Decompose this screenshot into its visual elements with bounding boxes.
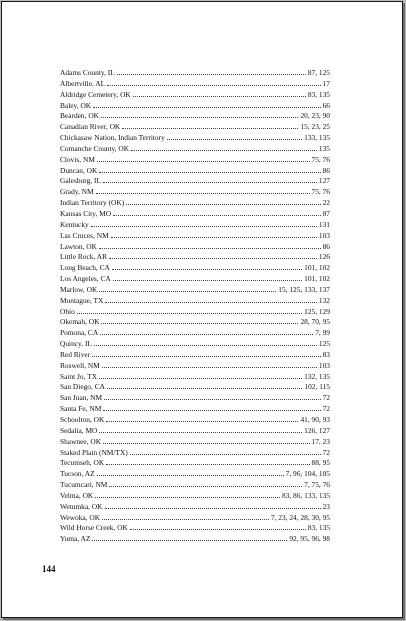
index-entry-pages: 101, 102 xyxy=(304,274,330,284)
index-entry-place: Long Beach, CA xyxy=(60,263,110,273)
index-entry-place: Lawton, OK xyxy=(60,241,97,251)
dot-leader xyxy=(99,291,276,292)
dot-leader xyxy=(107,85,320,86)
index-entry-pages: 86 xyxy=(322,241,330,251)
index-entry-pages: 126, 127 xyxy=(304,425,330,435)
index-entry-place: Kansas City, MO xyxy=(60,208,112,218)
index-entry xyxy=(60,209,330,220)
index-entry-place: Aldridge Cemetery, OK xyxy=(60,89,131,99)
dot-leader xyxy=(94,345,317,346)
index-entry xyxy=(60,122,330,133)
index-entry-place: Adams County, IL xyxy=(60,68,115,77)
index-entry-place: Marlow, OK xyxy=(60,284,98,294)
index-entry-pages: 22 xyxy=(322,198,330,208)
index-entry xyxy=(60,144,330,155)
index-entry-place: Wild Horse Creek, OK xyxy=(60,523,128,533)
dot-leader xyxy=(106,421,298,422)
index-entry-pages: 125 xyxy=(318,339,330,349)
index-entry xyxy=(60,242,330,253)
index-entry xyxy=(60,448,330,459)
index-entry-place: Wewoka, OK xyxy=(60,512,101,522)
index-entry xyxy=(60,187,330,198)
index-entry xyxy=(60,534,330,545)
index-entry xyxy=(60,285,330,296)
index-entry xyxy=(60,263,330,274)
page-number: 144 xyxy=(42,564,56,574)
index-entry xyxy=(60,133,330,144)
dot-leader xyxy=(97,475,284,476)
dot-leader xyxy=(91,226,317,227)
dot-leader xyxy=(130,529,306,530)
index-entry-pages: 7, 99 xyxy=(315,328,330,338)
dot-leader xyxy=(105,302,317,303)
index-entry xyxy=(60,502,330,513)
index-entry-pages: 103 xyxy=(318,230,330,240)
index-entry-pages: 15, 125, 133, 137 xyxy=(278,284,330,294)
index-entry-pages: 23 xyxy=(322,501,330,511)
index-entry-place: Montague, TX xyxy=(60,295,104,305)
index-entry-pages: 83, 135 xyxy=(307,523,330,533)
index-entry-pages: 17, 23 xyxy=(311,436,330,446)
dot-leader xyxy=(113,215,321,216)
index-entry xyxy=(60,361,330,372)
index-entry-place: Chickasaw Nation, Indian Territory xyxy=(60,133,165,143)
index-entry-pages: 135 xyxy=(318,143,330,153)
index-entry-place: Canadian River, OK xyxy=(60,122,121,132)
index-entry-place: Kentucky xyxy=(60,219,89,229)
index-entry-pages: 132 xyxy=(318,295,330,305)
index-entry-pages: 20, 23, 90 xyxy=(300,111,330,121)
index-entry-pages: 7, 96, 104, 105 xyxy=(285,469,330,479)
dot-leader xyxy=(103,410,320,411)
index-entry xyxy=(60,469,330,480)
dot-leader xyxy=(101,117,298,118)
index-entry-pages: 7, 23, 24, 28, 30, 95 xyxy=(270,512,330,522)
index-entry-pages: 126 xyxy=(318,252,330,262)
dot-leader xyxy=(103,182,317,183)
dot-leader xyxy=(109,258,317,259)
index-entry-place: Sedalia, MO xyxy=(60,425,98,435)
dot-leader xyxy=(101,323,298,324)
index-entry-pages: 86 xyxy=(322,165,330,175)
index-entry-place: Comanche County, OK xyxy=(60,143,130,153)
index-entry-pages: 87, 125 xyxy=(307,68,330,77)
index-entry-place: Duncan, OK xyxy=(60,165,98,175)
index-entry xyxy=(60,480,330,491)
index-entry-place: Ohio xyxy=(60,306,75,316)
index-entry xyxy=(60,393,330,404)
index-entry-place: Tucumcari, NM xyxy=(60,480,108,490)
index-entry-pages: 88, 95 xyxy=(311,458,330,468)
index-entry xyxy=(60,90,330,101)
index-entry xyxy=(60,458,330,469)
dot-leader xyxy=(117,74,306,75)
index-entry xyxy=(60,350,330,361)
index-entry xyxy=(60,404,330,415)
index-entry xyxy=(60,339,330,350)
index-entry-pages: 66 xyxy=(322,100,330,110)
dot-leader xyxy=(107,388,302,389)
index-entry-pages: 17 xyxy=(322,78,330,88)
dot-leader xyxy=(99,378,302,379)
index-entry xyxy=(60,296,330,307)
dot-leader xyxy=(99,248,321,249)
index-entry-place: Clovis, NM xyxy=(60,154,95,164)
index-entry xyxy=(60,68,330,79)
index-entry-place: Baley, OK xyxy=(60,100,92,110)
dot-leader xyxy=(109,486,302,487)
index-entry-place: Shawnee, OK xyxy=(60,436,102,446)
dot-leader xyxy=(111,237,317,238)
index-entry-pages: 101, 102 xyxy=(304,263,330,273)
index-entry-place: Las Cruces, NM xyxy=(60,230,109,240)
index-entry-pages: 15, 23, 25 xyxy=(300,122,330,132)
index-entry-place: Okemah, OK xyxy=(60,317,100,327)
index-entry-pages: 83, 86, 133, 135 xyxy=(281,490,330,500)
index-entry xyxy=(60,523,330,534)
dot-leader xyxy=(100,334,313,335)
index-entry xyxy=(60,79,330,90)
index-entry-place: Grady, NM xyxy=(60,187,94,197)
document-page xyxy=(1,1,403,618)
dot-leader xyxy=(104,399,321,400)
dot-leader xyxy=(93,107,320,108)
index-entry-pages: 83 xyxy=(322,349,330,359)
index-entry-pages: 41, 90, 93 xyxy=(300,415,330,424)
index-entry-pages: 131 xyxy=(318,219,330,229)
dot-leader xyxy=(92,356,320,357)
index-entry-pages: 75, 76 xyxy=(311,154,330,164)
index-entry xyxy=(60,101,330,112)
index-entry-place: Saint Jo, TX xyxy=(60,371,98,381)
index-entry xyxy=(60,513,330,524)
index-entry xyxy=(60,491,330,502)
dot-leader xyxy=(103,443,309,444)
dot-leader xyxy=(126,204,320,205)
dot-leader xyxy=(112,269,302,270)
index-entry xyxy=(60,274,330,285)
index-entry-place: Yuma, AZ xyxy=(60,534,91,544)
index-entry xyxy=(60,382,330,393)
index-entry-place: Quincy, IL xyxy=(60,339,92,349)
dot-leader xyxy=(130,454,321,455)
index-entry xyxy=(60,426,330,437)
index-entry xyxy=(60,317,330,328)
index-entry-pages: 83, 135 xyxy=(307,89,330,99)
index-entry-pages: 125, 129 xyxy=(304,306,330,316)
dot-leader xyxy=(99,172,320,173)
index-entry-place: Bearden, OK xyxy=(60,111,99,121)
index-entry-place: Albertville, AL xyxy=(60,78,106,88)
index-entry-place: Velma, OK xyxy=(60,490,94,500)
index-entry-pages: 72 xyxy=(322,447,330,457)
index-entry xyxy=(60,372,330,383)
index-entry-place: Wetumka, OK xyxy=(60,501,103,511)
index-entry xyxy=(60,252,330,263)
dot-leader xyxy=(167,139,302,140)
dot-leader xyxy=(92,540,287,541)
dot-leader xyxy=(95,497,280,498)
index-entry-pages: 7, 75, 76 xyxy=(304,480,330,490)
dot-leader xyxy=(113,280,302,281)
index-entry-pages: 133, 135 xyxy=(304,133,330,143)
index-entry xyxy=(60,231,330,242)
dot-leader xyxy=(77,313,302,314)
dot-leader xyxy=(133,96,306,97)
index-entry-place: Pomona, CA xyxy=(60,328,99,338)
index-entry-place: Schoolton, OK xyxy=(60,415,105,424)
dot-leader xyxy=(99,432,302,433)
dot-leader xyxy=(105,508,321,509)
index-entry-place: San Juan, NM xyxy=(60,393,103,403)
index-entry xyxy=(60,415,330,426)
index-entry-place: Indian Territory (OK) xyxy=(60,198,125,208)
index-entry-place: Red River xyxy=(60,349,91,359)
dot-leader xyxy=(102,519,269,520)
index-entry-place: Tucson, AZ xyxy=(60,469,95,479)
index-entry-place: San Diego, CA xyxy=(60,382,105,392)
index-entry-place: Roswell, NM xyxy=(60,360,100,370)
dot-leader xyxy=(97,161,310,162)
index-entry-place: Los Angeles, CA xyxy=(60,274,111,284)
index-entry-pages: 103 xyxy=(318,360,330,370)
index-entry xyxy=(60,220,330,231)
index-entry-place: Santa Fe, NM xyxy=(60,404,102,414)
dot-leader xyxy=(96,193,310,194)
index-entry-pages: 132, 135 xyxy=(304,371,330,381)
dot-leader xyxy=(106,464,309,465)
index-entry-place: Tecumseh, OK xyxy=(60,458,105,468)
index-entry-pages: 102, 115 xyxy=(304,382,330,392)
index-entry xyxy=(60,437,330,448)
index-entry-pages: 72 xyxy=(322,393,330,403)
index-entry-pages: 87 xyxy=(322,208,330,218)
index-entry-pages: 28, 70, 95 xyxy=(300,317,330,327)
index-entry xyxy=(60,111,330,122)
index-entry xyxy=(60,198,330,209)
dot-leader xyxy=(122,128,298,129)
place-index-list xyxy=(60,68,330,545)
index-entry xyxy=(60,166,330,177)
index-entry-pages: 127 xyxy=(318,176,330,186)
dot-leader xyxy=(131,150,317,151)
dot-leader xyxy=(102,367,317,368)
index-entry-pages: 92, 95, 96, 98 xyxy=(289,534,330,544)
index-entry-place: Little Rock, AR xyxy=(60,252,108,262)
index-entry xyxy=(60,328,330,339)
index-entry xyxy=(60,155,330,166)
index-entry-pages: 75, 76 xyxy=(311,187,330,197)
index-entry-place: Staked Plain (NM/TX) xyxy=(60,447,128,457)
index-entry-pages: 72 xyxy=(322,404,330,414)
index-entry xyxy=(60,176,330,187)
index-entry-place: Galesburg, IL xyxy=(60,176,101,186)
index-entry xyxy=(60,307,330,318)
